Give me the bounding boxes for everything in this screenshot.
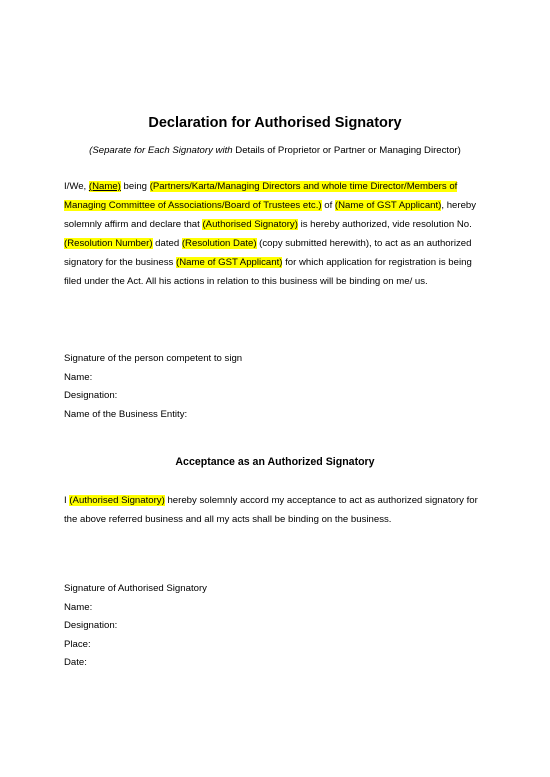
date-label: Date: bbox=[64, 657, 87, 669]
authorised-signature-label: Signature of Authorised Signatory bbox=[64, 583, 207, 594]
document-subtitle bbox=[0, 144, 550, 158]
declaration-text-4: , hereby solemnly affirm and declare that bbox=[64, 200, 477, 230]
role-placeholder: (Partners/Karta/Managing Directors and whole time Director/Members of Managing Committee of Associations/Board of Trustees etc.) bbox=[64, 181, 458, 211]
declaration-paragraph bbox=[64, 177, 492, 291]
authorised-designation-label: Designation: bbox=[64, 620, 118, 632]
competent-signature-label: Signature of the person competent to sign bbox=[64, 353, 243, 364]
declaration-text-2: being bbox=[120, 181, 150, 192]
declaration-text-7: (copy submitted herewith), to act as an authorized signatory for the business bbox=[64, 238, 472, 268]
business-entity-label: Name of the Business Entity: bbox=[64, 408, 188, 420]
declaration-text-5: is hereby authorized, vide resolution No. bbox=[297, 219, 472, 230]
subtitle-rest: Details of Proprietor or Partner or Managing Director) bbox=[232, 145, 461, 156]
acceptance-heading: Acceptance as an Authorized Signatory bbox=[175, 456, 375, 468]
acceptance-text-2: hereby solemnly accord my acceptance to act as authorized signatory for the above referred business and all my acts shall be binding on the business. bbox=[64, 495, 478, 525]
competent-name-label: Name: bbox=[64, 371, 93, 383]
subtitle-italic: (Separate for Each Signatory with bbox=[89, 145, 233, 156]
authorised-signature-block bbox=[64, 580, 484, 673]
authorised-name-label: Name: bbox=[64, 601, 93, 613]
applicant-name-placeholder: (Name of GST Applicant) bbox=[334, 200, 442, 211]
signatory-placeholder: (Authorised Signatory) bbox=[202, 219, 298, 230]
competent-designation-label: Designation: bbox=[64, 390, 118, 402]
acceptance-text-1: I bbox=[64, 495, 70, 506]
declaration-text-6: dated bbox=[152, 238, 182, 249]
applicant-name-placeholder-2: (Name of GST Applicant) bbox=[176, 257, 283, 268]
declaration-text-3: of bbox=[321, 200, 335, 211]
resolution-number-placeholder: (Resolution Number) bbox=[64, 238, 153, 249]
document-title: Declaration for Authorised Signatory bbox=[148, 115, 402, 131]
acceptance-signatory-placeholder: (Authorised Signatory) bbox=[69, 495, 165, 506]
place-label: Place: bbox=[64, 638, 91, 650]
declaration-text-8: for which application for registration is being filed under the Act. All his actions in relation to this business will be binding on me/ us. bbox=[64, 257, 472, 287]
competent-signature-block bbox=[64, 350, 484, 424]
resolution-date-placeholder: (Resolution Date) bbox=[181, 238, 257, 249]
declaration-text-1: I/We, bbox=[64, 181, 89, 192]
acceptance-paragraph bbox=[64, 491, 492, 529]
name-placeholder: (Name) bbox=[88, 181, 121, 192]
